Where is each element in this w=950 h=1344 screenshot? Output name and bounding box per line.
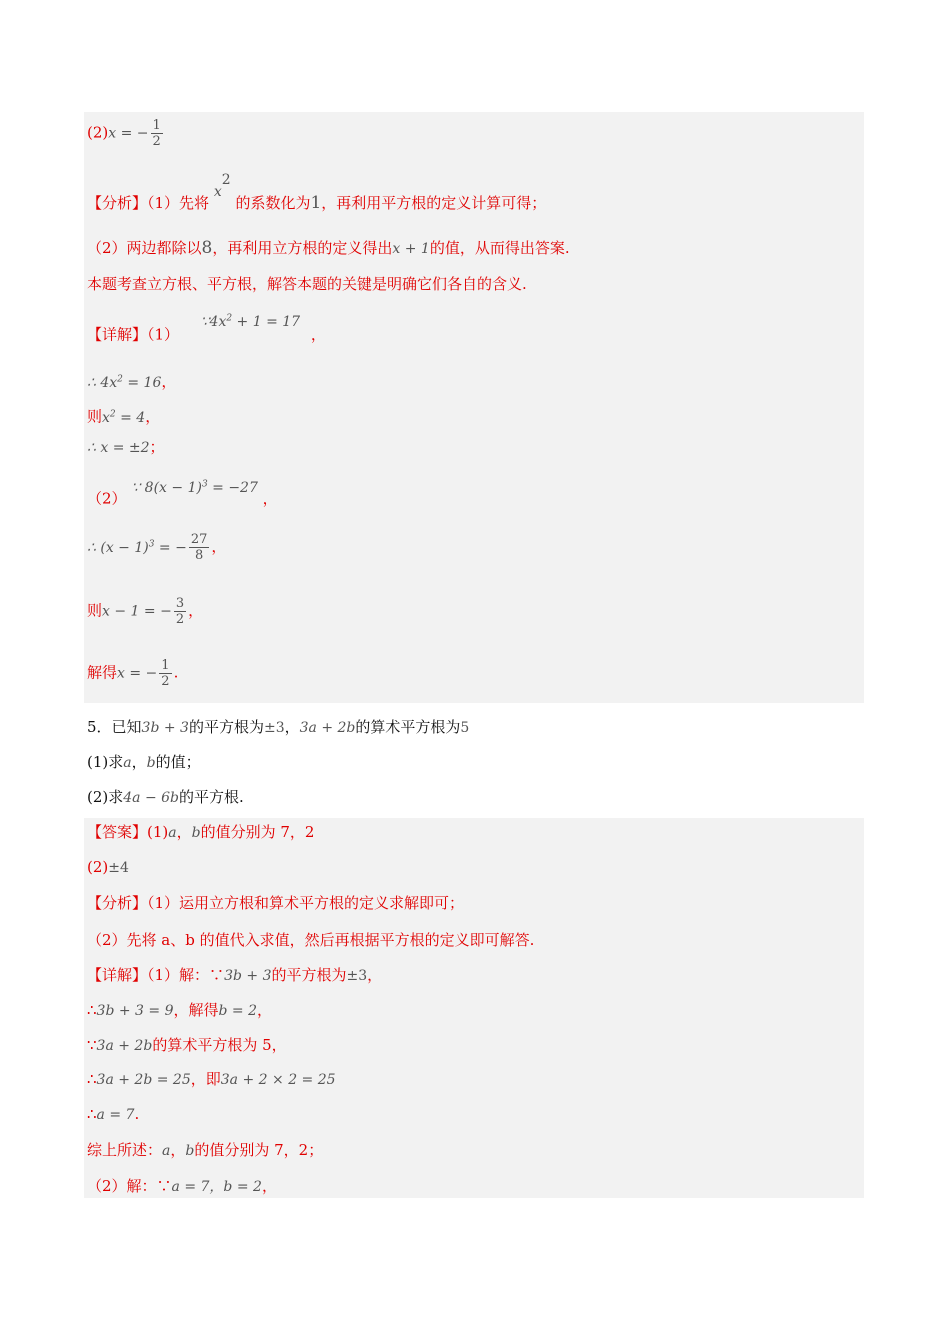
answer-2-line: (2)x = − $\frac{1}{2}$ bbox=[87, 118, 161, 149]
equation-line: 解得x = − $\frac{1}{2}$ . bbox=[87, 658, 179, 689]
answer-line-1: 【答案】(1)a，b的值分别为 7，2 bbox=[87, 823, 315, 841]
equation-line: 则$x^2 = 4$， bbox=[87, 407, 161, 426]
summary-line: 本题考查立方根、平方根，解答本题的关键是明确它们各自的含义. bbox=[87, 275, 527, 293]
conclusion-line: 综上所述：a，b的值分别为 7，2； bbox=[87, 1141, 324, 1159]
answer-line-2: (2)±4 bbox=[87, 858, 129, 876]
question-5-stem: 5．已知3b + 3的平方根为±3，3a + 2b的算术平方根为5 bbox=[87, 718, 470, 736]
detail-line-1: 【详解】（1）解：∵3b + 3的平方根为±3， bbox=[87, 966, 383, 984]
equation-line: ∴3b + 3 = 9，解得b = 2， bbox=[87, 1001, 273, 1019]
equation-line: ∴ $(x - 1)^3$ = − $\frac{27}{8}$ ， bbox=[87, 532, 227, 563]
detail-line-1: 【详解】（1） $\because 4x^2 + 1 = 17$ ， bbox=[87, 313, 326, 344]
analysis-line-2: （2）两边都除以8，再利用立方根的定义得出x + 1的值，从而得出答案. bbox=[87, 238, 570, 258]
fraction: $\frac{1}{2}$ bbox=[152, 118, 161, 149]
equation-line: ∴3a + 2b = 25，即3a + 2 × 2 = 25 bbox=[87, 1070, 336, 1088]
equation-line: ∴a = 7. bbox=[87, 1105, 140, 1123]
analysis-line-1: 【分析】（1）运用立方根和算术平方根的定义求解即可； bbox=[87, 894, 465, 912]
question-5-part-1: (1)求a，b的值； bbox=[87, 753, 201, 771]
analysis-line-1: 【分析】（1）先将 $x^2$ 的系数化为1，再利用平方根的定义计算可得； bbox=[87, 172, 547, 213]
equation-line: ∵3a + 2b的算术平方根为 5， bbox=[87, 1036, 287, 1054]
equation-line: ∴ x = ±2； bbox=[87, 438, 165, 456]
question-5-part-2: (2)求4a − 6b的平方根. bbox=[87, 788, 244, 806]
fraction: $\frac{1}{2}$ bbox=[161, 658, 170, 689]
equation-line: 则x − 1 = − $\frac{3}{2}$ ， bbox=[87, 596, 204, 627]
fraction: $\frac{27}{8}$ bbox=[190, 532, 208, 563]
analysis-line-2: （2）先将 a、b 的值代入求值，然后再根据平方根的定义即可解答. bbox=[87, 931, 535, 949]
detail-line-2: （2） ∵ $8(x - 1)^3 = -27$ ， bbox=[87, 479, 278, 508]
detail-line-2: （2）解：∵a = 7，b = 2， bbox=[87, 1177, 277, 1195]
equation-line: ∴ $4x^2 = 16$， bbox=[87, 372, 177, 391]
fraction: $\frac{3}{2}$ bbox=[175, 596, 185, 627]
